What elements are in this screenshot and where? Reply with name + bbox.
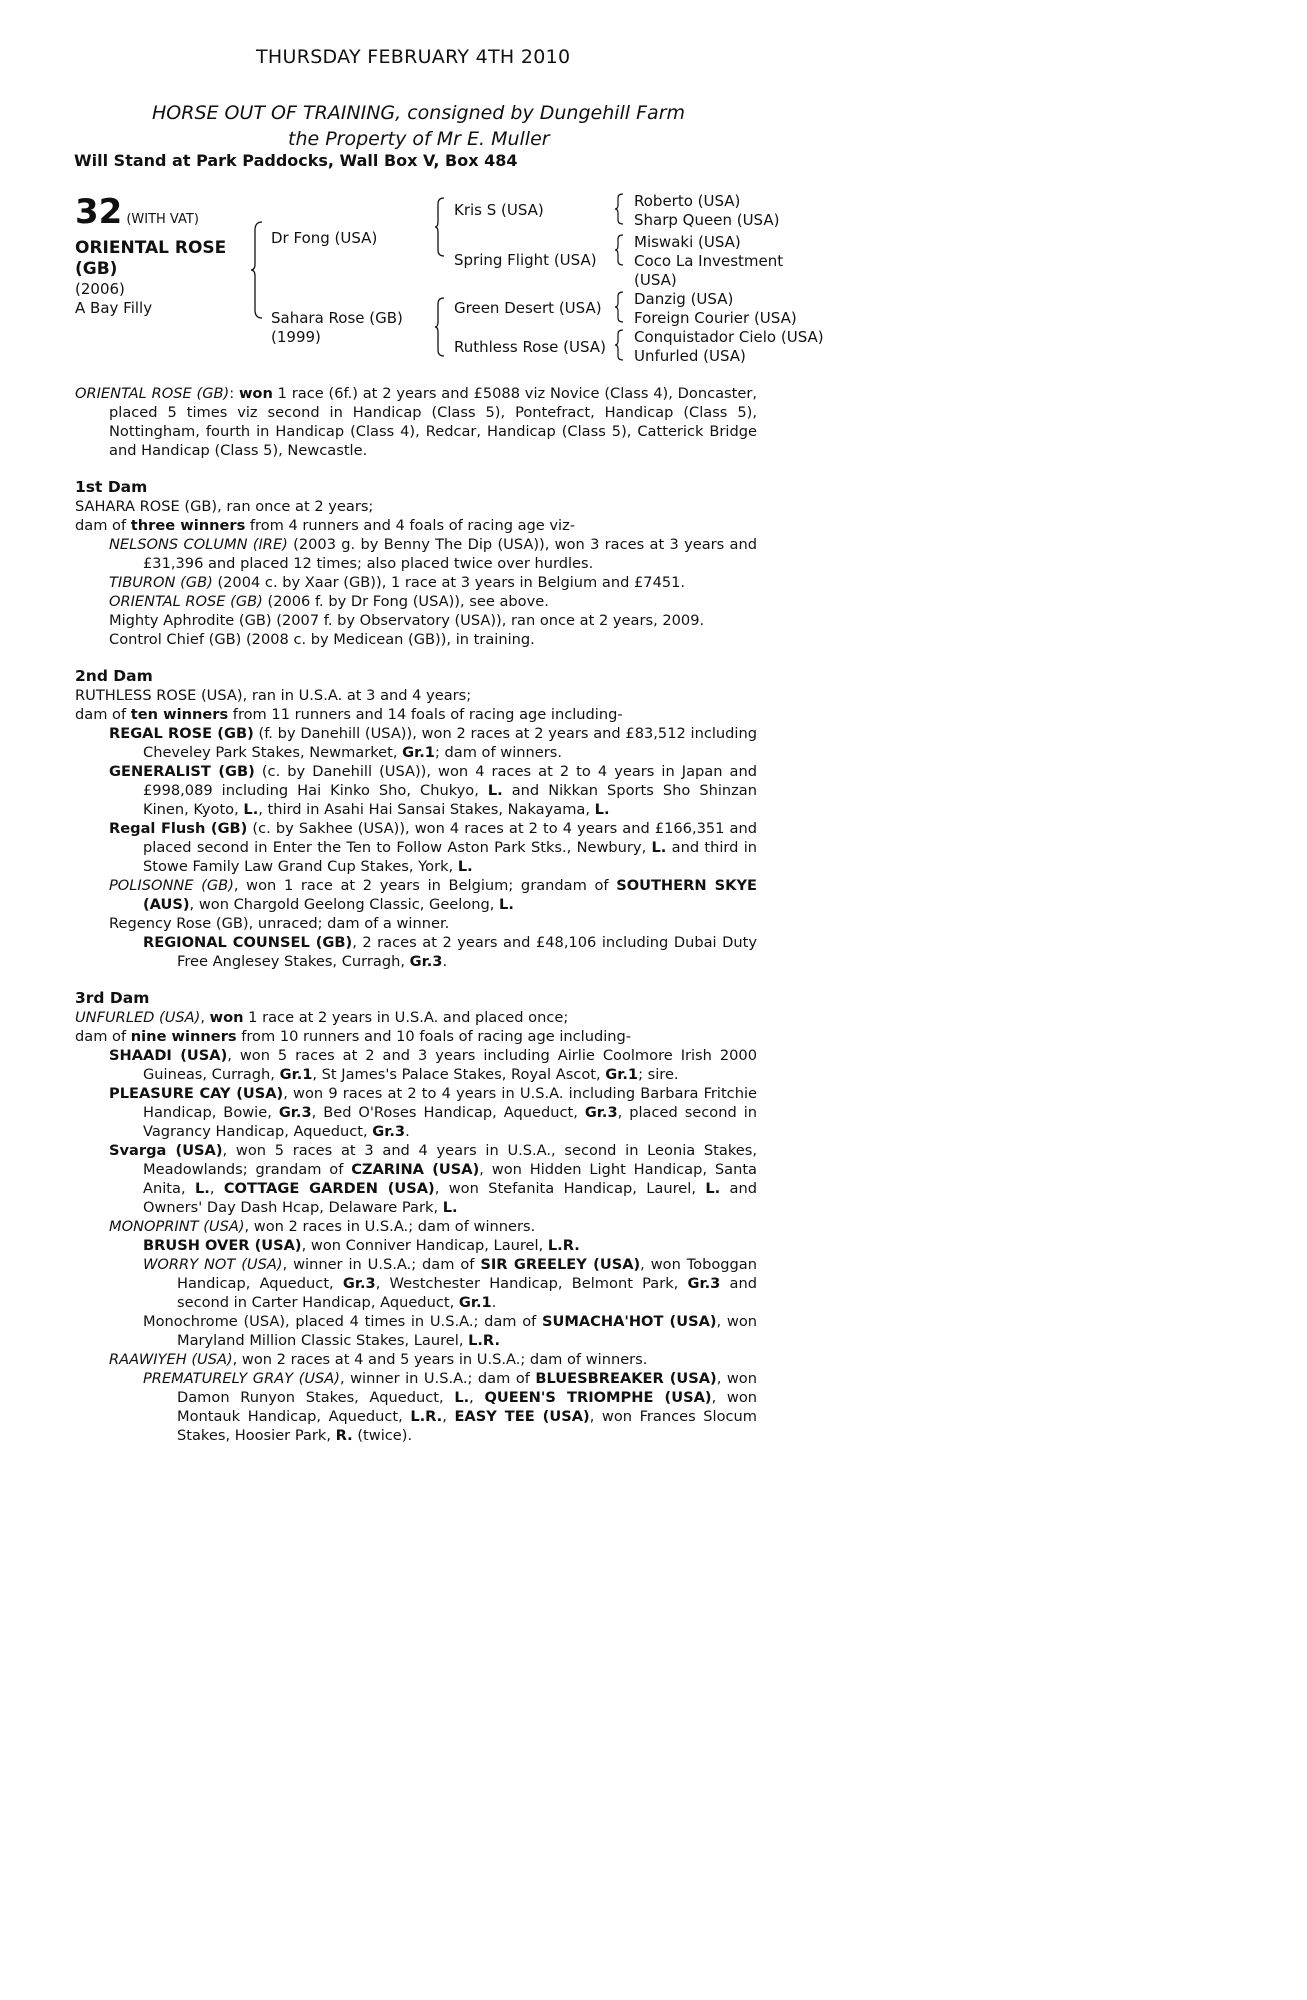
- third-dam-offspring: PLEASURE CAY (USA), won 9 races at 2 to 4 years in U.S.A. including Barbara Fritchie Handicap, Bowie, Gr.3, Bed O'Roses Handicap, Aqueduct, Gr.3, placed second in Vagrancy Handicap, Aqueduct, Gr.3.: [109, 1085, 757, 1140]
- pedigree-sire-sire: Kris S (USA): [454, 201, 544, 219]
- first-dam-offspring: Mighty Aphrodite (GB) (2007 f. by Observatory (USA)), ran once at 2 years, 2009.: [109, 612, 705, 629]
- second-dam-produce-summary: dam of ten winners from 11 runners and 14 foals of racing age including-: [75, 706, 623, 723]
- pedigree-brace-g3: [614, 290, 624, 324]
- third-dam-offspring: Svarga (USA), won 5 races at 3 and 4 years in U.S.A., second in Leonia Stakes, Meadowlands; grandam of CZARINA (USA), won Hidden Light Handicap, Santa Anita, L., COTTAGE GARDEN (USA), won Stefanita Handicap, Laurel, L. and Owners' Day Dash Hcap, Delaware Park, L.: [109, 1142, 758, 1216]
- pedigree-g6: Foreign Courier (USA): [634, 309, 797, 327]
- pedigree-g2: Sharp Queen (USA): [634, 211, 780, 229]
- third-dam-offspring: MONOPRINT (USA), won 2 races in U.S.A.; dam of winners.: [109, 1218, 536, 1235]
- first-dam-produce-summary: dam of three winners from 4 runners and 4 foals of racing age viz-: [75, 517, 576, 534]
- pedigree-dam: Sahara Rose (GB): [271, 309, 403, 327]
- pedigree-dam-sire: Green Desert (USA): [454, 299, 602, 317]
- second-dam-offspring: POLISONNE (GB), won 1 race at 2 years in Belgium; grandam of SOUTHERN SKYE (AUS), won Chargold Geelong Classic, Geelong, L.: [109, 877, 757, 913]
- horse-name: [75, 238, 265, 280]
- third-dam-grand-offspring: PREMATURELY GRAY (USA), winner in U.S.A.; dam of BLUESBREAKER (USA), won Damon Runyon Stakes, Aqueduct, L., QUEEN'S TRIOMPHE (USA), won Montauk Handicap, Aqueduct, L.R., EASY TEE (USA), won Frances Slocum Stakes, Hoosier Park, R. (twice).: [143, 1370, 757, 1444]
- first-dam-offspring: ORIENTAL ROSE (GB) (2006 f. by Dr Fong (USA)), see above.: [109, 593, 549, 610]
- pedigree-g3: Miswaki (USA): [634, 233, 741, 251]
- pedigree-brace-main: [250, 220, 264, 320]
- third-dam-offspring: RAAWIYEH (USA), won 2 races at 4 and 5 years in U.S.A.; dam of winners.: [109, 1351, 648, 1368]
- lot-vat: (WITH VAT): [126, 212, 199, 227]
- stand-location: Will Stand at Park Paddocks, Wall Box V, Box 484: [74, 151, 518, 170]
- lot-block: [75, 194, 265, 318]
- third-dam-heading: 3rd Dam: [75, 989, 150, 1007]
- pedigree-brace-sire: [434, 196, 446, 258]
- pedigree-g4a: Coco La Investment: [634, 252, 784, 270]
- second-dam-offspring: Regal Flush (GB) (c. by Sakhee (USA)), won 4 races at 2 to 4 years and £166,351 and placed second in Enter the Ten to Follow Aston Park Stks., Newbury, L. and third in Stowe Family Law Grand Cup Stakes, York, L.: [109, 820, 757, 875]
- second-dam-grand-offspring: REGIONAL COUNSEL (GB), 2 races at 2 years and £48,106 including Dubai Duty Free Anglesey Stakes, Curragh, Gr.3.: [143, 934, 757, 970]
- third-dam-offspring: SHAADI (USA), won 5 races at 2 and 3 years including Airlie Coolmore Irish 2000 Guineas, Curragh, Gr.1, St James's Palace Stakes, Royal Ascot, Gr.1; sire.: [109, 1047, 758, 1083]
- pedigree-dam-year: (1999): [271, 328, 321, 346]
- first-dam-offspring: TIBURON (GB) (2004 c. by Xaar (GB)), 1 race at 3 years in Belgium and £7451.: [109, 574, 686, 591]
- second-dam-offspring: GENERALIST (GB) (c. by Danehill (USA)), won 4 races at 2 to 4 years in Japan and £998,089 including Hai Kinko Sho, Chukyo, L. and Nikkan Sports Sho Shinzan Kinen, Kyoto, L., third in Asahi Hai Sansai Stakes, Nakayama, L.: [109, 763, 757, 818]
- horse-name-line2: (GB): [75, 259, 118, 279]
- second-dam-offspring: Regency Rose (GB), unraced; dam of a winner.: [109, 915, 450, 932]
- third-dam-grand-offspring: WORRY NOT (USA), winner in U.S.A.; dam of SIR GREELEY (USA), won Toboggan Handicap, Aqueduct, Gr.3, Westchester Handicap, Belmont Park, Gr.3 and second in Carter Handicap, Aqueduct, Gr.1.: [143, 1256, 757, 1311]
- pedigree-g5: Danzig (USA): [634, 290, 734, 308]
- pedigree-g1: Roberto (USA): [634, 192, 741, 210]
- lot-number: 32: [75, 192, 123, 232]
- third-dam-record: UNFURLED (USA), won 1 race at 2 years in U.S.A. and placed once;: [75, 1009, 569, 1026]
- pedigree-sire: Dr Fong (USA): [271, 229, 378, 247]
- first-dam-record: SAHARA ROSE (GB), ran once at 2 years;: [75, 498, 374, 515]
- pedigree-dam-dam: Ruthless Rose (USA): [454, 338, 606, 356]
- consignment-line: HORSE OUT OF TRAINING, consigned by Dungehill Farm: [152, 102, 686, 124]
- pedigree-brace-g4: [614, 328, 624, 362]
- horse-record: ORIENTAL ROSE (GB): won 1 race (6f.) at 2 years and £5088 viz Novice (Class 4), Doncaster, placed 5 times viz second in Handicap (Class 5), Pontefract, Handicap (Class 5), Nottingham, fourth in Handicap (Class 4), Redcar, Handicap (Class 5), Catterick Bridge and Handicap (Class 5), Newcastle.: [75, 385, 757, 459]
- property-line: the Property of Mr E. Muller: [288, 128, 550, 150]
- horse-name-line1: ORIENTAL ROSE: [75, 238, 227, 258]
- first-dam-offspring: NELSONS COLUMN (IRE) (2003 g. by Benny The Dip (USA)), won 3 races at 3 years and £31,396 and placed 12 times; also placed twice over hurdles.: [109, 536, 757, 572]
- third-dam-grand-offspring: BRUSH OVER (USA), won Conniver Handicap, Laurel, L.R.: [143, 1237, 580, 1254]
- third-dam-grand-offspring: Monochrome (USA), placed 4 times in U.S.A.; dam of SUMACHA'HOT (USA), won Maryland Million Classic Stakes, Laurel, L.R.: [143, 1313, 757, 1349]
- pedigree-g4b: (USA): [634, 271, 677, 289]
- horse-description: A Bay Filly: [75, 299, 153, 317]
- second-dam-record: RUTHLESS ROSE (USA), ran in U.S.A. at 3 and 4 years;: [75, 687, 472, 704]
- pedigree-brace-g1: [614, 192, 624, 226]
- pedigree-g7: Conquistador Cielo (USA): [634, 328, 824, 346]
- pedigree-brace-g2: [614, 233, 624, 267]
- pedigree-brace-dam: [434, 296, 446, 358]
- second-dam-heading: 2nd Dam: [75, 667, 153, 685]
- third-dam-produce-summary: dam of nine winners from 10 runners and 10 foals of racing age including-: [75, 1028, 632, 1045]
- first-dam-heading: 1st Dam: [75, 478, 148, 496]
- second-dam-offspring: REGAL ROSE (GB) (f. by Danehill (USA)), won 2 races at 2 years and £83,512 including Cheveley Park Stakes, Newmarket, Gr.1; dam of winners.: [109, 725, 757, 761]
- sale-date: THURSDAY FEBRUARY 4TH 2010: [256, 46, 571, 68]
- horse-year: (2006): [75, 280, 125, 298]
- pedigree-g8: Unfurled (USA): [634, 347, 746, 365]
- race-record-text: [75, 384, 757, 1445]
- first-dam-offspring: Control Chief (GB) (2008 c. by Medicean (GB)), in training.: [109, 631, 535, 648]
- pedigree-sire-dam: Spring Flight (USA): [454, 251, 597, 269]
